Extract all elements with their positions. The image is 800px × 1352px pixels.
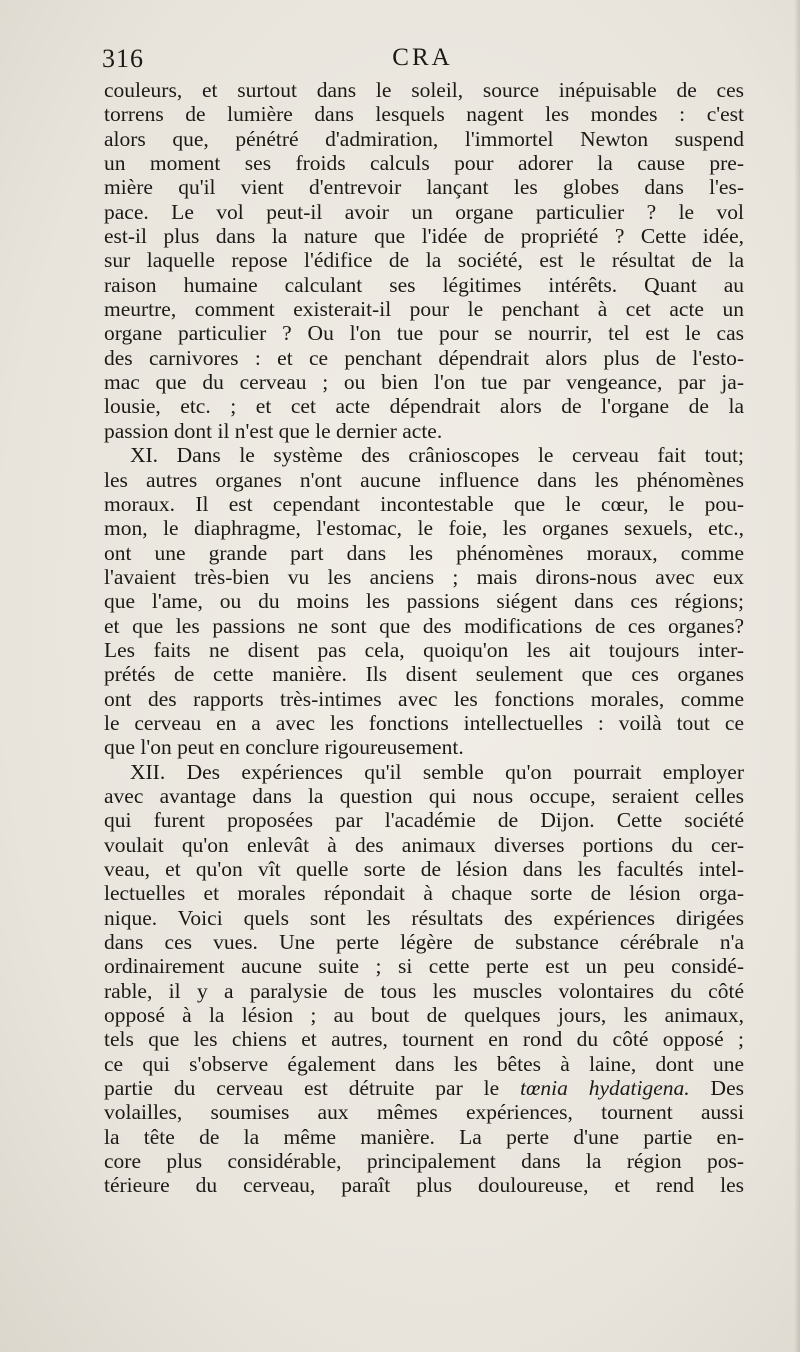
text-line: lousie, etc. ; et cet acte dépendrait alors de l'organe de la [104, 394, 744, 419]
text-line: le cerveau en a avec les fonctions intellectuelles : voilà tout ce [104, 710, 744, 735]
text-line: couleurs, et surtout dans le soleil, source inépuisable de ces [104, 78, 744, 102]
text-line: lectuelles et morales répondait à chaque sorte de lésion orga- [104, 881, 744, 906]
text-line: des carnivores : et ce penchant dépendrait alors plus de l'esto- [104, 345, 744, 370]
text-line: organe particulier ? Ou l'on tue pour se nourrir, tel est le cas [104, 321, 744, 346]
text-line: raison humaine calculant ses légitimes intérêts. Quant au [104, 272, 744, 297]
text-line: voulait qu'on enlevât à des animaux diverses portions du cer- [104, 832, 744, 857]
text-line: passion dont il n'est que le dernier acte. [104, 418, 443, 443]
text-line: nique. Voici quels sont les résultats des expériences dirigées [104, 905, 744, 930]
text-line: Les faits ne disent pas cela, quoiqu'on les ait toujours inter- [104, 637, 744, 662]
body-text [104, 78, 744, 1198]
text-line: un moment ses froids calculs pour adorer la cause pre- [104, 151, 744, 176]
text-line: veau, et qu'on vît quelle sorte de lésion dans les facultés intel- [104, 857, 744, 881]
text-line: ont une grande part dans les phénomènes moraux, comme [104, 540, 744, 565]
text-line: prétés de cette manière. Ils disent seulement que ces organes [104, 662, 744, 687]
text-line: térieure du cerveau, paraît plus douloureuse, et rend les [104, 1173, 744, 1198]
running-head: CRA [392, 44, 453, 71]
text-line-with-italic [104, 1076, 744, 1100]
text-line: est-il plus dans la nature que l'idée de propriété ? Cette idée, [104, 224, 744, 249]
text-line: core plus considérable, principalement dans la région pos- [104, 1149, 744, 1174]
text-line: que l'ame, ou du moins les passions siégent dans ces régions; [104, 589, 744, 614]
text-line: moraux. Il est cependant incontestable que le cœur, le pou- [104, 491, 744, 516]
text-segment: Des [689, 1076, 744, 1101]
text-line: meurtre, comment existerait-il pour le penchant à cet acte un [104, 297, 744, 322]
text-line: torrens de lumière dans lesquels nagent les mondes : c'est [104, 102, 744, 127]
text-segment: partie du cerveau est détruite par le [104, 1076, 521, 1101]
text-line: mac que du cerveau ; ou bien l'on tue par vengeance, par ja- [104, 370, 744, 395]
text-line: alors que, pénétré d'admiration, l'immortel Newton suspend [104, 126, 744, 151]
text-line: qui furent proposées par l'académie de Dijon. Cette société [104, 808, 744, 833]
text-line: opposé à la lésion ; au bout de quelques jours, les animaux, [104, 1003, 744, 1028]
text-line: volailles, soumises aux mêmes expériences, tournent aussi [104, 1100, 744, 1125]
text-line: ont des rapports très-intimes avec les fonctions morales, comme [104, 686, 744, 711]
text-line: sur laquelle repose l'édifice de la société, est le résultat de la [104, 248, 744, 273]
text-line: l'avaient très-bien vu les anciens ; mais dirons-nous avec eux [104, 564, 744, 589]
text-line: rable, il y a paralysie de tous les muscles volontaires du côté [104, 978, 744, 1003]
text-line: ordinairement aucune suite ; si cette perte est un peu considé- [104, 954, 744, 979]
italic-term: tœnia hydatigena. [520, 1076, 690, 1101]
section-heading-line: XI. Dans le système des crânioscopes le cerveau fait tout; [130, 443, 744, 468]
text-line: et que les passions ne sont que des modifications de ces organes? [104, 613, 744, 638]
text-line: mière qu'il vient d'entrevoir lançant les globes dans l'es- [104, 175, 744, 200]
page-edge-shadow [794, 0, 800, 1352]
page-number: 316 [102, 44, 144, 73]
text-line: avec avantage dans la question qui nous occupe, seraient celles [104, 783, 744, 808]
text-line: pace. Le vol peut-il avoir un organe particulier ? le vol [104, 199, 744, 224]
text-line: ce qui s'observe également dans les bêtes à laine, dont une [104, 1051, 744, 1076]
text-line: que l'on peut en conclure rigoureusement. [104, 735, 464, 760]
text-line: mon, le diaphragme, l'estomac, le foie, les organes sexuels, etc., [104, 516, 744, 541]
text-line: dans ces vues. Une perte légère de substance cérébrale n'a [104, 930, 744, 955]
text-line: la tête de la même manière. La perte d'une partie en- [104, 1124, 744, 1149]
section-heading-line: XII. Des expériences qu'il semble qu'on pourrait employer [130, 759, 744, 784]
page-header [100, 44, 745, 80]
text-line: tels que les chiens et autres, tournent en rond du côté opposé ; [104, 1027, 744, 1052]
text-line: les autres organes n'ont aucune influence dans les phénomènes [104, 467, 744, 492]
